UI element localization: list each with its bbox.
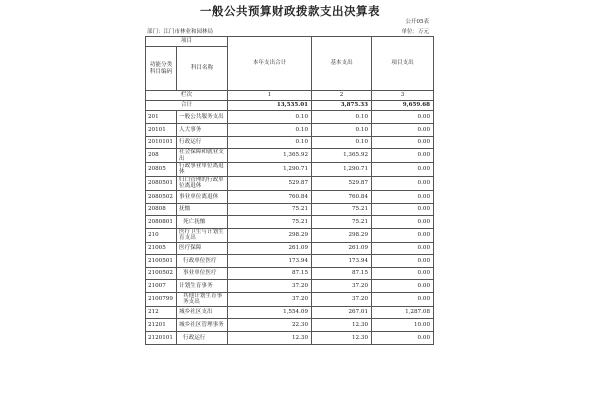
table-row xyxy=(146,332,434,345)
row-code: 2080801 xyxy=(146,216,177,229)
row-project: 0.00 xyxy=(372,267,434,280)
table-row xyxy=(146,111,434,124)
row-total: 22.30 xyxy=(228,319,312,332)
row-total: 0.10 xyxy=(228,111,312,124)
unit-label: 单位：万元 xyxy=(401,29,429,35)
table-code: 公开05表 xyxy=(405,19,429,25)
row-code: 21201 xyxy=(146,319,177,332)
row-code: 20101 xyxy=(146,124,177,137)
row-subject-name: 行政运行 xyxy=(177,332,228,345)
row-total: 87.15 xyxy=(228,267,312,280)
header-subject-name: 科目名称 xyxy=(177,47,228,91)
row-subject-name: 医疗卫生与计划生育支出 xyxy=(177,228,228,242)
table-row xyxy=(146,319,434,332)
row-code: 20805 xyxy=(146,163,177,177)
row-subject-name: 行政事业单位离退休 xyxy=(177,163,228,177)
row-code: 20808 xyxy=(146,203,177,216)
department-label: 部门：江门市林业和园林局 xyxy=(147,29,214,35)
column-index-2: 2 xyxy=(312,91,372,101)
page-title: 一般公共预算财政拨款支出决算表 xyxy=(200,4,380,18)
row-subject-name: 行政单位医疗 xyxy=(177,255,228,268)
row-total: 0.10 xyxy=(228,124,312,137)
row-basic: 298.29 xyxy=(312,228,372,242)
row-total: 12.30 xyxy=(228,332,312,345)
row-basic: 0.10 xyxy=(312,111,372,124)
row-project: 0.00 xyxy=(372,280,434,293)
row-code: 21005 xyxy=(146,242,177,255)
row-total: 1,554.09 xyxy=(228,306,312,319)
row-subject-name: 抚恤 xyxy=(177,203,228,216)
row-project: 0.00 xyxy=(372,190,434,203)
document-page xyxy=(145,0,435,400)
row-basic: 75.21 xyxy=(312,203,372,216)
row-project: 0.00 xyxy=(372,228,434,242)
row-total: 1,290.71 xyxy=(228,163,312,177)
row-basic: 0.10 xyxy=(312,136,372,149)
row-total: 529.87 xyxy=(228,176,312,190)
row-code: 2100501 xyxy=(146,255,177,268)
sum-label: 合计 xyxy=(146,101,228,111)
row-project: 0.00 xyxy=(372,216,434,229)
table-row xyxy=(146,228,434,242)
table-row xyxy=(146,136,434,149)
row-project: 0.00 xyxy=(372,136,434,149)
row-basic: 37.20 xyxy=(312,280,372,293)
row-total: 298.29 xyxy=(228,228,312,242)
row-basic: 261.09 xyxy=(312,242,372,255)
row-basic: 529.87 xyxy=(312,176,372,190)
row-total: 0.10 xyxy=(228,136,312,149)
row-basic: 760.84 xyxy=(312,190,372,203)
row-project: 0.00 xyxy=(372,111,434,124)
row-code: 2080501 xyxy=(146,176,177,190)
row-basic: 37.20 xyxy=(312,292,372,306)
row-code: 2100799 xyxy=(146,292,177,306)
column-index-3: 3 xyxy=(372,91,434,101)
row-code: 21007 xyxy=(146,280,177,293)
row-total: 37.20 xyxy=(228,280,312,293)
row-subject-name: 事业单位医疗 xyxy=(177,267,228,280)
row-basic: 173.94 xyxy=(312,255,372,268)
row-total: 173.94 xyxy=(228,255,312,268)
expenditure-table xyxy=(145,36,434,345)
row-basic: 1,290.71 xyxy=(312,163,372,177)
table-row xyxy=(146,176,434,190)
table-row xyxy=(146,149,434,163)
column-index-1: 1 xyxy=(228,91,312,101)
table-row xyxy=(146,242,434,255)
header-project: 项目 xyxy=(146,37,228,47)
row-project: 1,287.08 xyxy=(372,306,434,319)
table-row xyxy=(146,255,434,268)
row-code: 2080502 xyxy=(146,190,177,203)
row-subject-name: 行政运行 xyxy=(177,136,228,149)
column-index-label: 栏次 xyxy=(146,91,228,101)
sum-total: 13,535.01 xyxy=(228,101,312,111)
header-project-expenditure: 项目支出 xyxy=(372,37,434,91)
row-subject-name: 医疗保障 xyxy=(177,242,228,255)
row-project: 0.00 xyxy=(372,332,434,345)
row-code: 208 xyxy=(146,149,177,163)
row-basic: 267.01 xyxy=(312,306,372,319)
row-subject-name: 人大事务 xyxy=(177,124,228,137)
sum-row xyxy=(146,101,434,111)
row-code: 2120101 xyxy=(146,332,177,345)
row-total: 760.84 xyxy=(228,190,312,203)
row-total: 261.09 xyxy=(228,242,312,255)
row-basic: 87.15 xyxy=(312,267,372,280)
row-project: 0.00 xyxy=(372,124,434,137)
header-total: 本年支出合计 xyxy=(228,37,312,91)
row-subject-name: 社会保障和就业支出 xyxy=(177,149,228,163)
row-total: 75.21 xyxy=(228,216,312,229)
row-total: 1,365.92 xyxy=(228,149,312,163)
sum-basic: 3,875.33 xyxy=(312,101,372,111)
row-code: 212 xyxy=(146,306,177,319)
row-project: 0.00 xyxy=(372,242,434,255)
row-project: 0.00 xyxy=(372,163,434,177)
sum-project: 9,659.68 xyxy=(372,101,434,111)
row-subject-name: 一般公共服务支出 xyxy=(177,111,228,124)
row-project: 10.00 xyxy=(372,319,434,332)
table-row xyxy=(146,124,434,137)
row-subject-name: 计划生育事务 xyxy=(177,280,228,293)
row-project: 0.00 xyxy=(372,149,434,163)
row-basic: 0.10 xyxy=(312,124,372,137)
table-row xyxy=(146,267,434,280)
header-basic: 基本支出 xyxy=(312,37,372,91)
row-project: 0.00 xyxy=(372,292,434,306)
row-code: 210 xyxy=(146,228,177,242)
row-subject-name: 其他计划生育事务支出 xyxy=(177,292,228,306)
row-total: 37.20 xyxy=(228,292,312,306)
row-basic: 75.21 xyxy=(312,216,372,229)
row-project: 0.00 xyxy=(372,176,434,190)
row-subject-name: 城乡社区管理事务 xyxy=(177,319,228,332)
table-row xyxy=(146,190,434,203)
row-code: 2100502 xyxy=(146,267,177,280)
row-project: 0.00 xyxy=(372,203,434,216)
header-func-code: 功能分类科目编码 xyxy=(146,47,177,91)
table-row xyxy=(146,163,434,177)
row-subject-name: 城乡社区支出 xyxy=(177,306,228,319)
row-code: 201 xyxy=(146,111,177,124)
row-basic: 12.30 xyxy=(312,319,372,332)
row-basic: 12.30 xyxy=(312,332,372,345)
row-total: 75.21 xyxy=(228,203,312,216)
table-row xyxy=(146,292,434,306)
row-subject-name: 事业单位离退休 xyxy=(177,190,228,203)
table-row xyxy=(146,216,434,229)
row-basic: 1,365.92 xyxy=(312,149,372,163)
row-subject-name: 归口管理的行政单位离退休 xyxy=(177,176,228,190)
table-row xyxy=(146,203,434,216)
table-row xyxy=(146,306,434,319)
table-row xyxy=(146,280,434,293)
row-subject-name: 死亡抚恤 xyxy=(177,216,228,229)
row-project: 0.00 xyxy=(372,255,434,268)
row-code: 2010101 xyxy=(146,136,177,149)
